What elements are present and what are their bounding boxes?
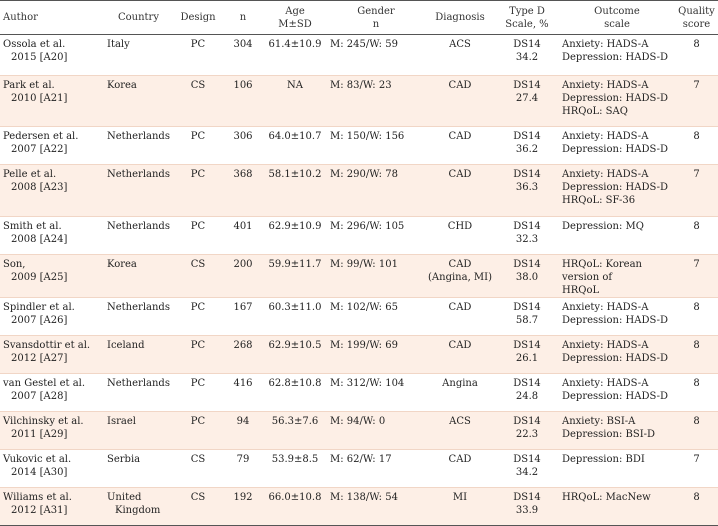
header-n: n	[223, 1, 263, 35]
cell-design: PC	[173, 35, 223, 76]
cell-age: 58.1±10.2	[263, 165, 327, 217]
cell-type-d: DS14 58.7	[495, 298, 559, 336]
cell-diagnosis: CAD	[425, 336, 495, 374]
table-row	[0, 76, 718, 127]
cell-age: 60.3±11.0	[263, 298, 327, 336]
cell-gender: M: 83/W: 23	[327, 76, 425, 127]
cell-outcome: Anxiety: BSI-A Depression: BSI-D	[559, 412, 675, 450]
header-age: Age M±SD	[263, 1, 327, 35]
cell-outcome: Anxiety: HADS-A Depression: HADS-D HRQoL: SAQ	[559, 76, 675, 127]
cell-gender: M: 245/W: 59	[327, 35, 425, 76]
cell-country: Netherlands	[104, 374, 173, 412]
cell-quality: 8	[675, 374, 718, 412]
table-row	[0, 488, 718, 526]
cell-country: Italy	[104, 35, 173, 76]
cell-n: 106	[223, 76, 263, 127]
cell-quality: 8	[675, 298, 718, 336]
cell-outcome: HRQoL: MacNew	[559, 488, 675, 526]
cell-age: 64.0±10.7	[263, 127, 327, 165]
cell-diagnosis: ACS	[425, 35, 495, 76]
cell-country: Netherlands	[104, 165, 173, 217]
cell-diagnosis: CAD	[425, 76, 495, 127]
header-gender: Gender n	[327, 1, 425, 35]
cell-n: 416	[223, 374, 263, 412]
cell-gender: M: 138/W: 54	[327, 488, 425, 526]
cell-country: United Kingdom	[104, 488, 173, 526]
cell-author: Smith et al. 2008 [A24]	[0, 217, 104, 255]
cell-outcome: Depression: MQ	[559, 217, 675, 255]
table-row	[0, 374, 718, 412]
header-diagnosis: Diagnosis	[425, 1, 495, 35]
cell-type-d: DS14 26.1	[495, 336, 559, 374]
cell-country: Korea	[104, 255, 173, 298]
cell-design: PC	[173, 127, 223, 165]
cell-diagnosis: CAD	[425, 298, 495, 336]
cell-quality: 7	[675, 165, 718, 217]
cell-country: Israel	[104, 412, 173, 450]
cell-type-d: DS14 24.8	[495, 374, 559, 412]
cell-n: 167	[223, 298, 263, 336]
cell-outcome: Anxiety: HADS-A Depression: HADS-D	[559, 336, 675, 374]
header-row	[0, 1, 718, 35]
cell-n: 306	[223, 127, 263, 165]
header-quality: Quality score	[675, 1, 718, 35]
cell-quality: 8	[675, 412, 718, 450]
cell-outcome: Anxiety: HADS-A Depression: HADS-D	[559, 298, 675, 336]
cell-diagnosis: ACS	[425, 412, 495, 450]
cell-n: 200	[223, 255, 263, 298]
cell-quality: 8	[675, 336, 718, 374]
table-row	[0, 35, 718, 76]
cell-age: 62.8±10.8	[263, 374, 327, 412]
cell-diagnosis: CAD	[425, 127, 495, 165]
cell-country: Serbia	[104, 450, 173, 488]
table-row	[0, 127, 718, 165]
header-design: Design	[173, 1, 223, 35]
cell-type-d: DS14 36.3	[495, 165, 559, 217]
cell-author: Svansdottir et al. 2012 [A27]	[0, 336, 104, 374]
cell-n: 94	[223, 412, 263, 450]
cell-type-d: DS14 32.3	[495, 217, 559, 255]
cell-author: Park et al. 2010 [A21]	[0, 76, 104, 127]
cell-type-d: DS14 22.3	[495, 412, 559, 450]
cell-age: 61.4±10.9	[263, 35, 327, 76]
cell-diagnosis: CHD	[425, 217, 495, 255]
cell-type-d: DS14 34.2	[495, 35, 559, 76]
cell-author: Pedersen et al. 2007 [A22]	[0, 127, 104, 165]
cell-age: 56.3±7.6	[263, 412, 327, 450]
cell-type-d: DS14 27.4	[495, 76, 559, 127]
table-row	[0, 298, 718, 336]
cell-design: PC	[173, 165, 223, 217]
cell-quality: 8	[675, 127, 718, 165]
cell-age: 66.0±10.8	[263, 488, 327, 526]
table-row	[0, 336, 718, 374]
cell-design: PC	[173, 336, 223, 374]
cell-age: 62.9±10.9	[263, 217, 327, 255]
header-country: Country	[104, 1, 173, 35]
cell-age: 62.9±10.5	[263, 336, 327, 374]
table-row	[0, 412, 718, 450]
cell-design: PC	[173, 298, 223, 336]
cell-age: NA	[263, 76, 327, 127]
cell-n: 79	[223, 450, 263, 488]
cell-gender: M: 312/W: 104	[327, 374, 425, 412]
cell-gender: M: 62/W: 17	[327, 450, 425, 488]
cell-diagnosis: MI	[425, 488, 495, 526]
cell-author: van Gestel et al. 2007 [A28]	[0, 374, 104, 412]
cell-n: 304	[223, 35, 263, 76]
cell-design: CS	[173, 255, 223, 298]
cell-age: 59.9±11.7	[263, 255, 327, 298]
table-row	[0, 217, 718, 255]
cell-quality: 8	[675, 35, 718, 76]
cell-design: PC	[173, 412, 223, 450]
cell-design: PC	[173, 374, 223, 412]
cell-country: Iceland	[104, 336, 173, 374]
header-outcome: Outcome scale	[559, 1, 675, 35]
table-row	[0, 165, 718, 217]
cell-author: Ossola et al. 2015 [A20]	[0, 35, 104, 76]
cell-quality: 8	[675, 217, 718, 255]
cell-design: CS	[173, 450, 223, 488]
cell-diagnosis: CAD	[425, 165, 495, 217]
cell-gender: M: 102/W: 65	[327, 298, 425, 336]
cell-quality: 7	[675, 450, 718, 488]
cell-author: Vukovic et al. 2014 [A30]	[0, 450, 104, 488]
cell-author: Vilchinsky et al. 2011 [A29]	[0, 412, 104, 450]
cell-outcome: Depression: BDI	[559, 450, 675, 488]
header-type-d: Type D Scale, %	[495, 1, 559, 35]
cell-author: Spindler et al. 2007 [A26]	[0, 298, 104, 336]
table-row	[0, 450, 718, 488]
cell-outcome: Anxiety: HADS-A Depression: HADS-D	[559, 127, 675, 165]
cell-design: CS	[173, 488, 223, 526]
cell-outcome: HRQoL: Korean version of HRQoL	[559, 255, 675, 298]
cell-n: 192	[223, 488, 263, 526]
cell-age: 53.9±8.5	[263, 450, 327, 488]
cell-quality: 7	[675, 76, 718, 127]
header-author: Author	[0, 1, 104, 35]
cell-design: PC	[173, 217, 223, 255]
cell-outcome: Anxiety: HADS-A Depression: HADS-D	[559, 374, 675, 412]
cell-author: Wiliams et al. 2012 [A31]	[0, 488, 104, 526]
cell-type-d: DS14 34.2	[495, 450, 559, 488]
cell-gender: M: 94/W: 0	[327, 412, 425, 450]
cell-n: 401	[223, 217, 263, 255]
cell-gender: M: 199/W: 69	[327, 336, 425, 374]
table-row	[0, 255, 718, 298]
cell-design: CS	[173, 76, 223, 127]
cell-type-d: DS14 36.2	[495, 127, 559, 165]
cell-gender: M: 296/W: 105	[327, 217, 425, 255]
cell-outcome: Anxiety: HADS-A Depression: HADS-D HRQoL: SF-36	[559, 165, 675, 217]
cell-gender: M: 99/W: 101	[327, 255, 425, 298]
cell-author: Son, 2009 [A25]	[0, 255, 104, 298]
cell-country: Netherlands	[104, 298, 173, 336]
cell-n: 368	[223, 165, 263, 217]
cell-type-d: DS14 38.0	[495, 255, 559, 298]
cell-country: Netherlands	[104, 217, 173, 255]
cell-gender: M: 290/W: 78	[327, 165, 425, 217]
cell-diagnosis: CAD (Angina, MI)	[425, 255, 495, 298]
cell-type-d: DS14 33.9	[495, 488, 559, 526]
cell-n: 268	[223, 336, 263, 374]
cell-country: Korea	[104, 76, 173, 127]
cell-author: Pelle et al. 2008 [A23]	[0, 165, 104, 217]
cell-diagnosis: Angina	[425, 374, 495, 412]
cell-country: Netherlands	[104, 127, 173, 165]
cell-outcome: Anxiety: HADS-A Depression: HADS-D	[559, 35, 675, 76]
cell-quality: 7	[675, 255, 718, 298]
cell-gender: M: 150/W: 156	[327, 127, 425, 165]
cell-quality: 8	[675, 488, 718, 526]
cell-diagnosis: CAD	[425, 450, 495, 488]
